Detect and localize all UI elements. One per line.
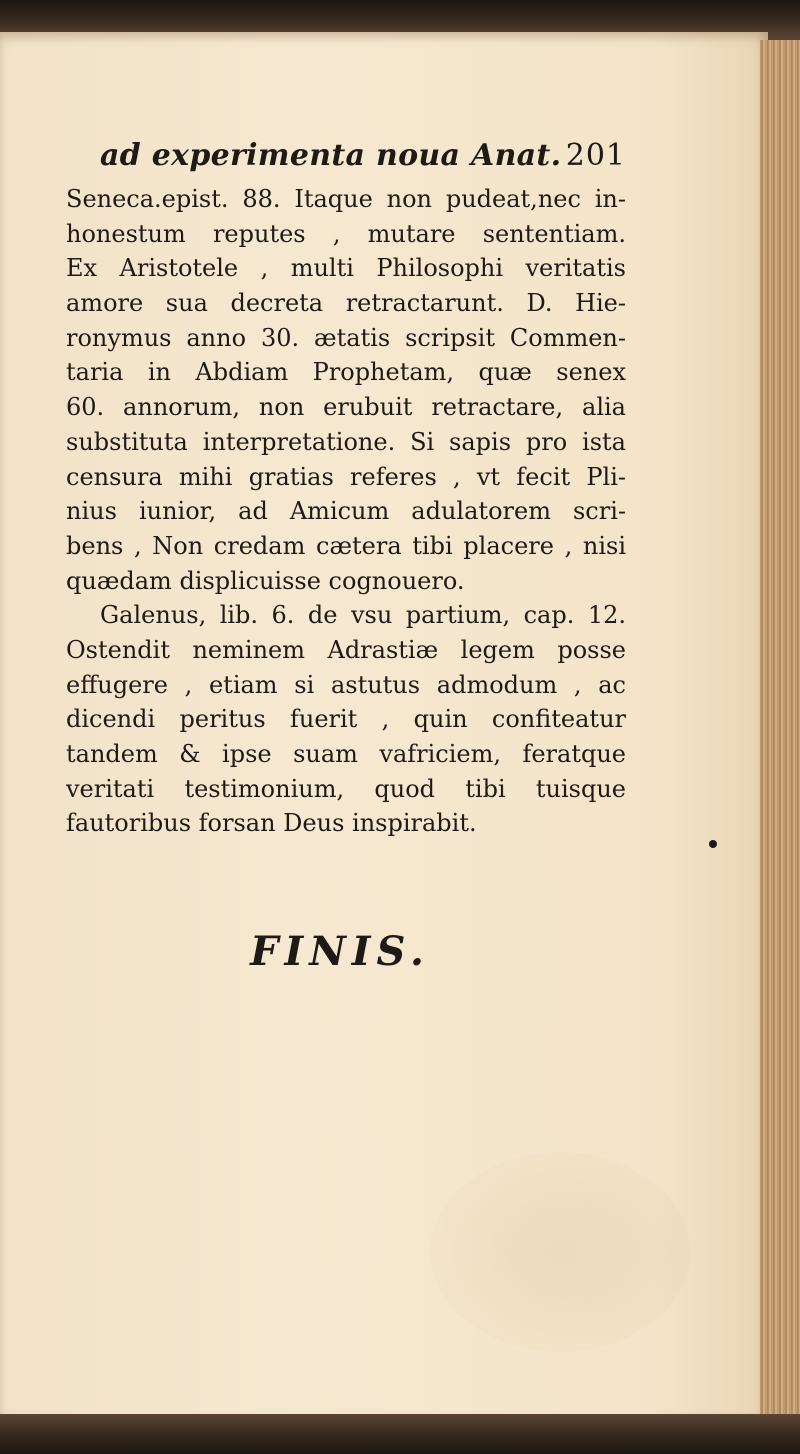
text-block [66, 138, 626, 841]
text-line: amore sua decreta retractarunt. D. Hie- [66, 289, 626, 318]
text-line: dicendi peritus fuerit , quin confiteatur [66, 705, 626, 734]
text-line: Galenus, lib. 6. de vsu partium, cap. 12. [100, 601, 626, 630]
text-line: censura mihi gratias referes , vt fecit Pli- [66, 462, 626, 491]
text-line: Seneca.epist. 88. Itaque non pudeat,nec in- [66, 185, 626, 213]
page-header [66, 138, 626, 182]
text-line: nius iunior, ad Amicum adulatorem scri- [66, 497, 626, 526]
text-line: veritati testimonium, quod tibi tuisque [66, 774, 626, 803]
text-line: 60. annorum, non erubuit retractare, alia [66, 393, 626, 422]
page-number: 201 [565, 138, 626, 173]
text-line: quædam displicuisse cognouero. [66, 566, 465, 595]
text-line: Ostendit neminem Adrastiæ legem posse [66, 635, 626, 664]
text-line: effugere , etiam si astutus admodum , ac [66, 670, 626, 699]
book-binding-bottom [0, 1414, 800, 1454]
text-line: bens , Non credam cætera tibi placere , nisi [66, 531, 626, 560]
text-line: taria in Abdiam Prophetam, quæ senex [66, 358, 626, 387]
paper-stain [430, 1152, 690, 1352]
text-line: Ex Aristotele , multi Philosophi veritatis [66, 254, 626, 283]
running-head: ad experimenta noua Anat. [100, 138, 562, 173]
text-line: substituta interpretatione. Si sapis pro ista [66, 427, 626, 456]
page-edges [760, 40, 800, 1414]
text-line: tandem & ipse suam vafriciem, feratque [66, 740, 626, 768]
text-line: honestum reputes , mutare sententiam. [66, 219, 626, 248]
finis-heading: FINIS. [250, 928, 430, 975]
ink-dot [709, 840, 717, 848]
text-line: ronymus anno 30. ætatis scripsit Commen- [66, 323, 626, 352]
text-line: fautoribus forsan Deus inspirabit. [66, 809, 477, 838]
